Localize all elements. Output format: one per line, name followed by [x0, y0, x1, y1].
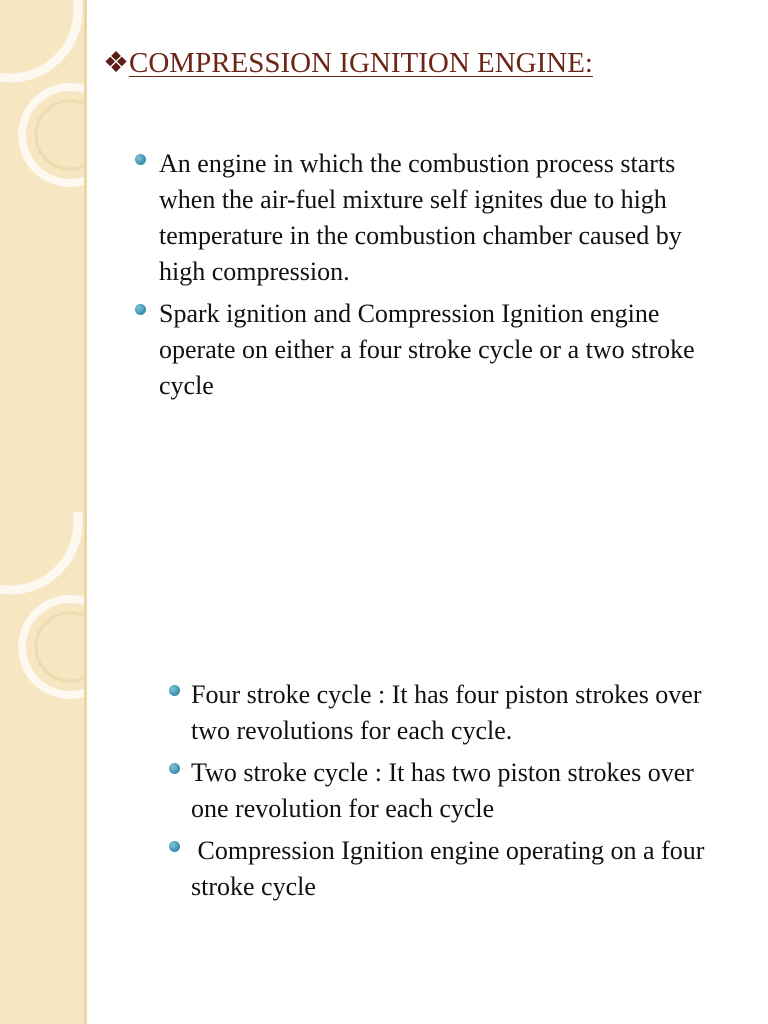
- list-item: [159, 296, 729, 404]
- side-panel-edge: [84, 0, 87, 512]
- decorative-circles-icon: [0, 0, 84, 512]
- list-item: [159, 146, 729, 290]
- side-panel-edge: [84, 512, 87, 1024]
- slide-title: [103, 45, 593, 80]
- bullet-list-2: [191, 677, 731, 911]
- bullet-dot-icon: [169, 841, 180, 852]
- list-item: [191, 833, 731, 905]
- list-item-text: An engine in which the combustion process starts when the air-fuel mixture self ignites due to high temperature in the combustion chamber caused by high compression.: [159, 149, 682, 286]
- bullet-dot-icon: [135, 304, 146, 315]
- decorative-circles-icon: [0, 512, 84, 1024]
- bullet-dot-icon: [169, 685, 180, 696]
- title-text: COMPRESSION IGNITION ENGINE:: [129, 47, 593, 79]
- bullet-list-1: [159, 146, 729, 410]
- decorative-side-panel: [0, 512, 84, 1024]
- bullet-dot-icon: [169, 763, 180, 774]
- list-item-text: Compression Ignition engine operating on a four stroke cycle: [191, 836, 711, 901]
- diamond-bullet-icon: ❖: [103, 47, 129, 79]
- list-item-text: Spark ignition and Compression Ignition engine operate on either a four stroke cycle or a two stroke cycle: [159, 299, 695, 400]
- list-item-text: Four stroke cycle : It has four piston strokes over two revolutions for each cycle.: [191, 680, 702, 745]
- list-item-text: Two stroke cycle : It has two piston strokes over one revolution for each cycle: [191, 758, 694, 823]
- list-item: [191, 677, 731, 749]
- list-item: [191, 755, 731, 827]
- bullet-dot-icon: [135, 154, 146, 165]
- decorative-side-panel: [0, 0, 84, 512]
